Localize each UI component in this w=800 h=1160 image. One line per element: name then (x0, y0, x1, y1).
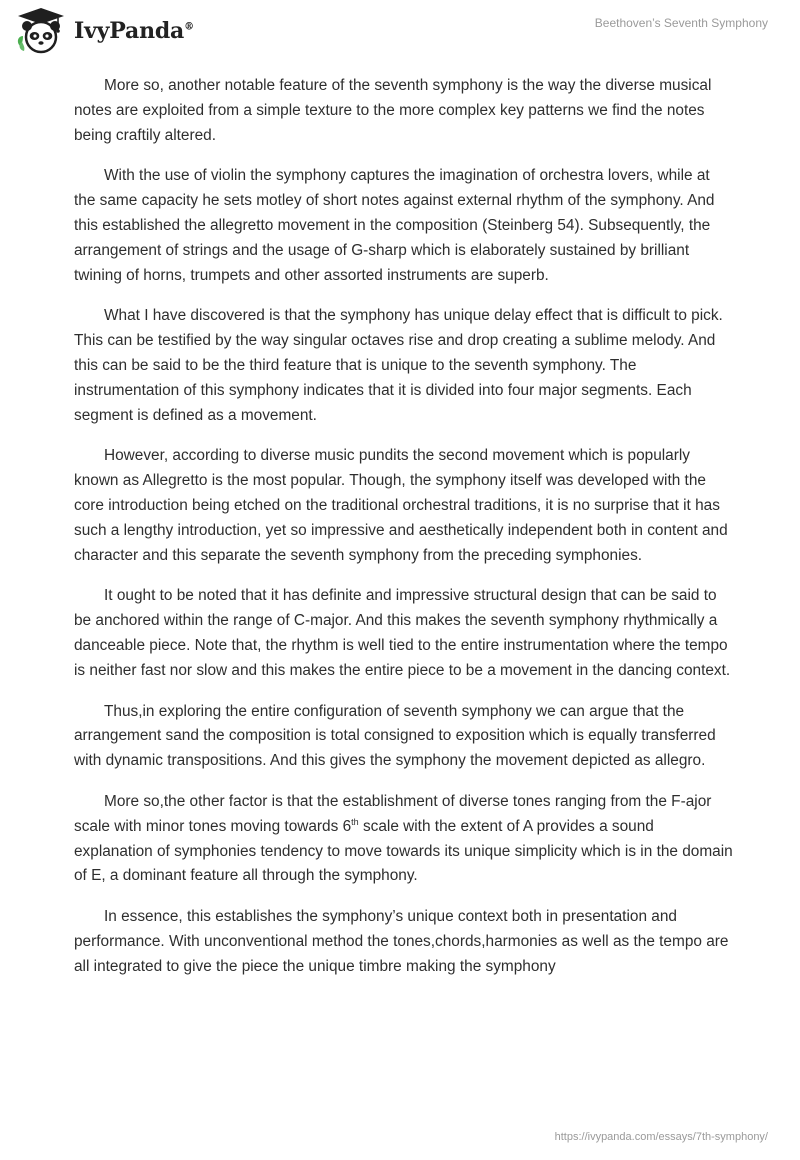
paragraph-text: scale with the extent of A provides a sound explanation of symphonies tendency to move towards its unique simplicity which is in the domain of E, a dominant feature all through the symphony. (74, 817, 733, 885)
panda-graduate-icon (14, 6, 68, 56)
document-title: Beethoven’s Seventh Symphony (594, 16, 768, 30)
essay-body (74, 74, 734, 996)
paragraph-text: More so,the other factor is that the establishment of diverse tones ranging from the F-ajor scale with minor tones moving towards 6 (74, 792, 712, 835)
registered-mark: ® (184, 21, 194, 33)
paragraph (74, 790, 734, 889)
paragraph: It ought to be noted that it has definite and impressive structural design that can be said to be anchored within the range of C-major. And this makes the seventh symphony rhythmically a danceable piece. Note that, the rhythm is well tied to the entire instrumentation where the tempo is neither fast nor slow and this makes the entire piece to be a movement in the dancing context. (74, 587, 731, 679)
source-url[interactable]: https://ivypanda.com/essays/7th-symphony/ (554, 1131, 768, 1143)
superscript-th: th (351, 816, 359, 827)
paragraph: Thus,in exploring the entire configuration of seventh symphony we can argue that the arrangement sand the composition is total consigned to exposition which is equally transferred with dynamic transpositions. And this gives the symphony the movement depicted as allegro. (74, 702, 716, 770)
paragraph: With the use of violin the symphony captures the imagination of orchestra lovers, while at the same capacity he sets motley of short notes against external rhythm of the symphony. And this established the allegretto movement in the composition (Steinberg 54). Subsequently, the arrangement of strings and the usage of G-sharp which is elaborately sustained by brilliant twining of horns, trumpets and other assorted instruments are superb. (74, 167, 715, 284)
paragraph: However, according to diverse music pundits the second movement which is popularly known as Allegretto is the most popular. Though, the symphony itself was developed with the core introduction being etched on the traditional orchestral traditions, it is no surprise that it has such a lengthy introduction, yet so impressive and aesthetically independent both in content and character and this separate the seventh symphony from the preceding symphonies. (74, 447, 728, 564)
paragraph: More so, another notable feature of the seventh symphony is the way the diverse musical notes are exploited from a simple texture to the more complex key patterns we find the notes being craftily altered. (74, 77, 712, 144)
brand-logo[interactable] (14, 6, 194, 56)
paragraph: What I have discovered is that the symphony has unique delay effect that is difficult to pick. This can be testified by the way singular octaves rise and drop creating a sublime melody. And this can be said to be the third feature that is unique to the seventh symphony. The instrumentation of this symphony indicates that it is divided into four major segments. Each segment is defined as a movement. (74, 307, 723, 424)
page-header (0, 0, 800, 60)
paragraph: In essence, this establishes the symphony’s unique context both in presentation and performance. With unconventional method the tones,chords,harmonies as well as the tempo are all integrated to give the piece the unique timbre making the symphony (74, 908, 729, 975)
brand-name: IvyPanda® (74, 18, 194, 44)
